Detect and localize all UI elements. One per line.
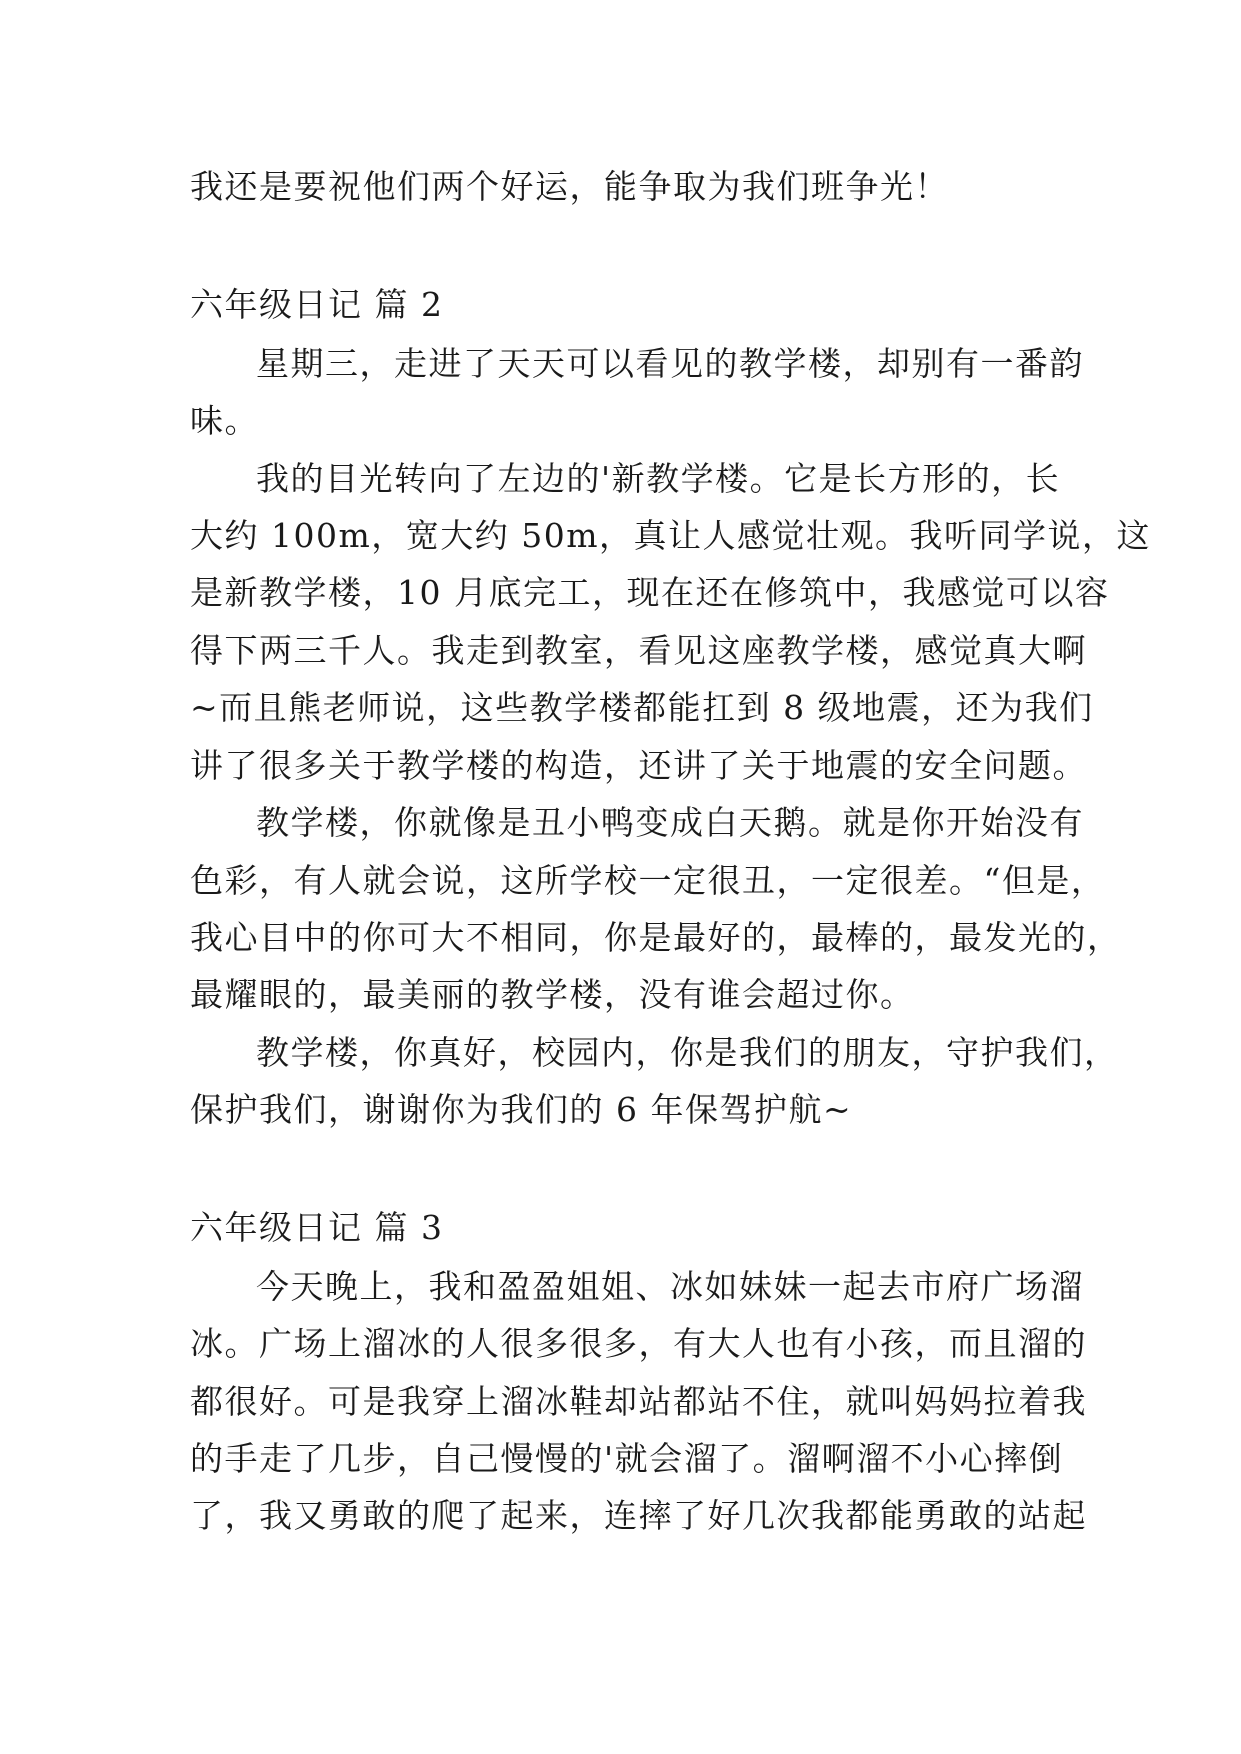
paragraph-line: 的手走了几步，自己慢慢的'就会溜了。溜啊溜不小心摔倒 [190,1439,1064,1478]
paragraph-line: 我的目光转向了左边的'新教学楼。它是长方形的，长 [256,459,1061,498]
paragraph-line: 我还是要祝他们两个好运，能争取为我们班争光！ [190,167,949,206]
paragraph-line: 色彩，有人就会说，这所学校一定很丑，一定很差。“但是， [190,861,1106,900]
paragraph-line: 星期三，走进了天天可以看见的教学楼，却别有一番韵 [256,344,1084,383]
paragraph-line: 今天晚上，我和盈盈姐姐、冰如妹妹一起去市府广场溜 [256,1267,1084,1306]
paragraph-line: 冰。广场上溜冰的人很多很多，有大人也有小孩，而且溜的 [190,1324,1087,1363]
paragraph-line: 讲了很多关于教学楼的构造，还讲了关于地震的安全问题。 [190,746,1087,785]
paragraph-line: 都很好。可是我穿上溜冰鞋却站都站不住，就叫妈妈拉着我 [190,1382,1087,1421]
paragraph-line: 了，我又勇敢的爬了起来，连摔了好几次我都能勇敢的站起 [190,1496,1087,1535]
paragraph-line: 我心目中的你可大不相同，你是最好的，最棒的，最发光的， [190,918,1122,957]
paragraph-line: 教学楼，你真好，校园内，你是我们的朋友，守护我们， [256,1033,1119,1072]
section-heading: 六年级日记 篇 2 [190,285,444,324]
paragraph-line: 大约 100m，宽大约 50m，真让人感觉壮观。我听同学说，这 [190,516,1152,555]
paragraph-line: ~而且熊老师说，这些教学楼都能扛到 8 级地震，还为我们 [190,688,1094,727]
paragraph-line: 最耀眼的，最美丽的教学楼，没有谁会超过你。 [190,975,915,1014]
section-heading: 六年级日记 篇 3 [190,1208,444,1247]
paragraph-line: 保护我们，谢谢你为我们的 6 年保驾护航~ [190,1090,853,1129]
paragraph-line: 是新教学楼，10 月底完工，现在还在修筑中，我感觉可以容 [190,573,1110,612]
paragraph-line: 教学楼，你就像是丑小鸭变成白天鹅。就是你开始没有 [256,803,1084,842]
paragraph-line: 得下两三千人。我走到教室，看见这座教学楼，感觉真大啊 [190,631,1087,670]
paragraph-line: 味。 [190,401,259,440]
